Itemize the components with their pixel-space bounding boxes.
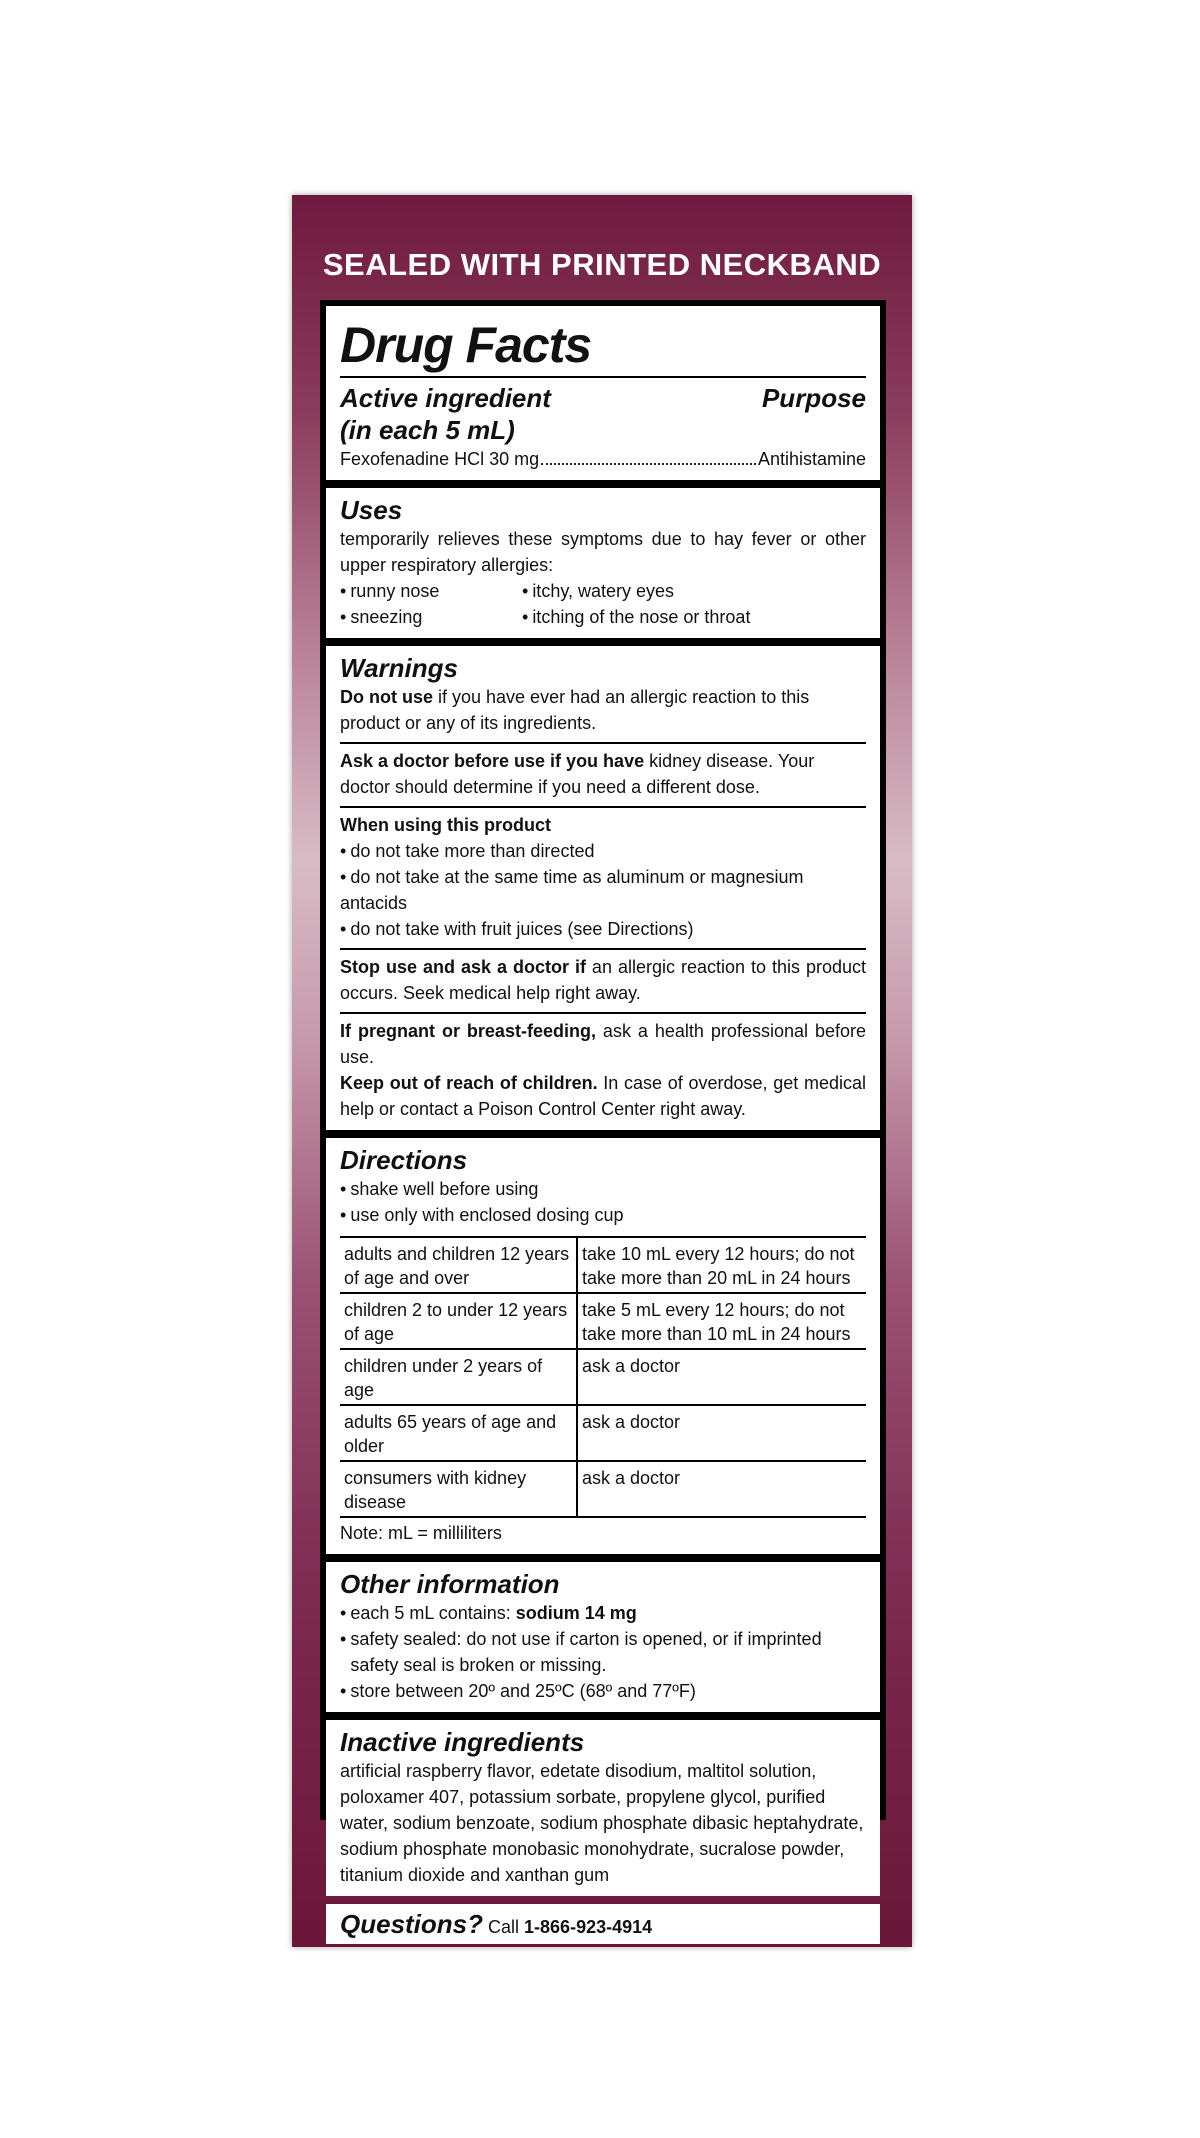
active-heading-row (340, 382, 866, 414)
warnings-heading: Warnings (340, 653, 458, 683)
inactive-ingredients-heading: Inactive ingredients (340, 1727, 585, 1757)
dosage-instruction: take 5 mL every 12 hours; do not take more than 10 mL in 24 hours (577, 1293, 866, 1349)
dosage-group: adults and children 12 years of age and over (340, 1237, 577, 1293)
active-ingredient-subheading: (in each 5 mL) (340, 415, 515, 445)
symptom-item: • itchy, watery eyes (522, 578, 674, 604)
keep-out-text: In case of overdose, get medical help or contact a Poison Control Center right away. (340, 1073, 867, 1119)
when-using-item: • do not take more than directed (340, 838, 866, 864)
carton-side-panel (292, 195, 912, 1947)
uses-intro: temporarily relieves these symptoms due to hay fever or other upper respiratory allergies: (340, 529, 866, 575)
ask-doctor-label: Ask a doctor before use if you have (340, 751, 645, 771)
inactive-ingredients-section (326, 1720, 880, 1896)
dosage-instruction: ask a doctor (577, 1461, 866, 1517)
divider (340, 948, 866, 950)
dosage-group: adults 65 years of age and older (340, 1405, 577, 1461)
questions-heading: Questions? (340, 1909, 484, 1939)
do-not-use-warning (340, 684, 866, 736)
other-info-item (340, 1626, 866, 1678)
stop-use-warning (340, 954, 866, 1006)
other-info-item (340, 1600, 866, 1626)
dosage-instruction: ask a doctor (577, 1405, 866, 1461)
divider (340, 1012, 866, 1014)
active-ingredient-name: Fexofenadine HCl 30 mg (340, 449, 540, 469)
when-using-heading: When using this product (340, 815, 551, 835)
ask-doctor-text: kidney disease. Your doctor should determine if you need a different dose. (340, 751, 815, 797)
inactive-ingredients-list: artificial raspberry flavor, edetate disodium, maltitol solution, poloxamer 407, potassium sorbate, propylene glycol, purified water, sodium benzoate, sodium phosphate dibasic heptahydrate, sodium phosphate monobasic monohydrate, sucralose powder, titanium dioxide and xanthan gum (340, 1761, 864, 1885)
bullet: • (340, 1629, 347, 1649)
active-ingredient-purpose: Antihistamine (757, 449, 866, 469)
stop-use-text: an allergic reaction to this product occurs. Seek medical help right away. (340, 957, 867, 1003)
questions-section (326, 1904, 880, 1944)
dosage-group: consumers with kidney disease (340, 1461, 577, 1517)
active-ingredient-heading: Active ingredient (340, 383, 551, 413)
table-row (340, 1349, 866, 1405)
divider (340, 806, 866, 808)
active-ingredient-row (340, 446, 866, 472)
uses-section (326, 488, 880, 638)
dosage-instruction: ask a doctor (577, 1349, 866, 1405)
directions-heading: Directions (340, 1145, 468, 1175)
symptom-item: • sneezing (340, 604, 522, 630)
drug-facts-title: Drug Facts (340, 312, 866, 378)
dosage-table (340, 1236, 866, 1518)
dosage-group: children under 2 years of age (340, 1349, 577, 1405)
dosage-group: children 2 to under 12 years of age (340, 1293, 577, 1349)
sodium-text: each 5 mL contains: (350, 1603, 516, 1623)
sodium-amount: sodium 14 mg (515, 1603, 637, 1623)
other-information-section (326, 1562, 880, 1712)
symptom-item: • runny nose (340, 578, 522, 604)
table-row (340, 1405, 866, 1461)
table-row (340, 1293, 866, 1349)
symptoms-row-1 (340, 578, 866, 604)
neckband-notice: SEALED WITH PRINTED NECKBAND (322, 247, 882, 282)
symptom-item: • itching of the nose or throat (522, 604, 750, 630)
purpose-heading: Purpose (761, 383, 866, 413)
ask-doctor-warning (340, 748, 866, 800)
when-using-item: • do not take with fruit juices (see Directions) (340, 916, 866, 942)
when-using-label (340, 812, 866, 838)
when-using-item: • do not take at the same time as aluminum or magnesium antacids (340, 864, 866, 916)
dosage-instruction: take 10 mL every 12 hours; do not take more than 20 mL in 24 hours (577, 1237, 866, 1293)
direction-item: • use only with enclosed dosing cup (340, 1202, 866, 1228)
units-note: Note: mL = milliliters (340, 1523, 502, 1543)
keep-out-label: Keep out of reach of children. (340, 1073, 598, 1093)
other-information-heading: Other information (340, 1569, 560, 1599)
stop-use-label: Stop use and ask a doctor if (340, 957, 586, 977)
phone-number[interactable]: 1-866-923-4914 (524, 1917, 653, 1937)
other-info-item: • store between 20º and 25ºC (68º and 77ºF) (340, 1678, 866, 1704)
directions-section (326, 1138, 880, 1554)
table-row (340, 1237, 866, 1293)
direction-item: • shake well before using (340, 1176, 866, 1202)
drug-facts-box (320, 300, 886, 1939)
safety-seal-text: safety sealed: do not use if carton is opened, or if imprinted safety seal is broken or missing. (350, 1629, 822, 1675)
do-not-use-label: Do not use (340, 687, 433, 707)
leader-dots (541, 463, 756, 465)
symptoms-row-2 (340, 604, 866, 630)
pregnant-label: If pregnant or breast-feeding, (340, 1021, 596, 1041)
pregnant-warning (340, 1018, 866, 1070)
warnings-section (326, 646, 880, 1130)
divider (340, 742, 866, 744)
table-row (340, 1461, 866, 1517)
pregnant-text: ask a health professional before use. (340, 1021, 866, 1067)
questions-call: Call (483, 1917, 525, 1937)
uses-heading: Uses (340, 495, 403, 525)
active-ingredient-section (326, 306, 880, 480)
keep-out-warning (340, 1070, 866, 1122)
do-not-use-text: if you have ever had an allergic reaction to this product or any of its ingredients. (340, 687, 810, 733)
